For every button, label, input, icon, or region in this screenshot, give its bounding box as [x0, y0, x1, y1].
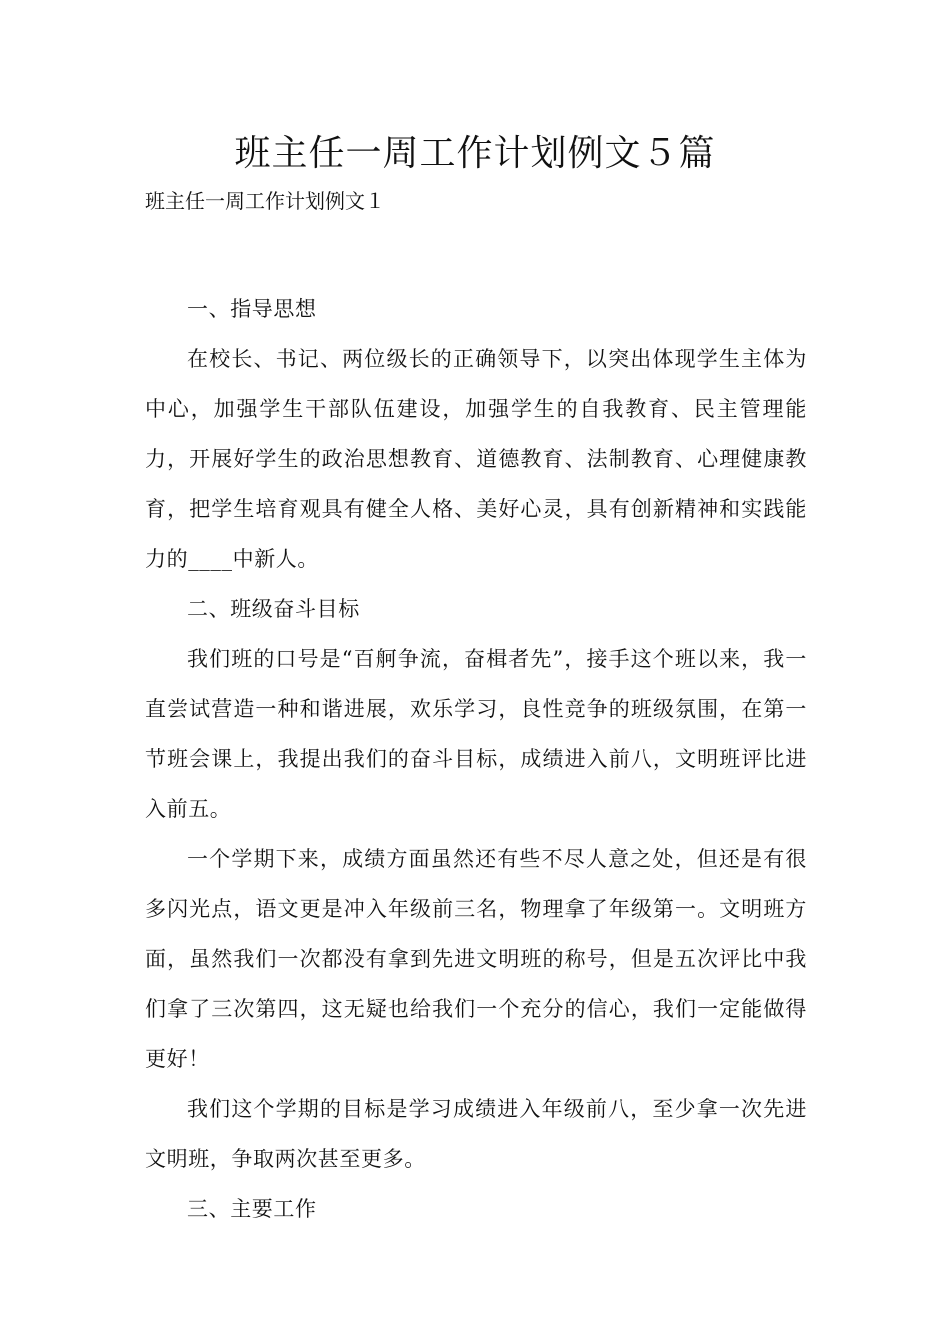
paragraph-semester-review: 一个学期下来，成绩方面虽然还有些不尽人意之处，但还是有很多闪光点，语文更是冲入年级前三名，物理拿了年级第一。文明班方面，虽然我们一次都没有拿到先进文明班的称号，但是五次评比中我们拿了三次第四，这无疑也给我们一个充分的信心，我们一定能做得更好！ [145, 847, 807, 1071]
section-heading-guiding-thought: 一、指导思想 [187, 297, 317, 321]
paragraph-class-slogan: 我们班的口号是“百舸争流，奋楫者先”，接手这个班以来，我一直尝试营造一种和谐进展，欢乐学习，良性竞争的班级氛围，在第一节班会课上，我提出我们的奋斗目标，成绩进入前八，文明班评比进入前五。 [145, 647, 807, 821]
document-title: 班主任一周工作计划例文５篇 [234, 133, 716, 174]
section-heading-main-work: 三、主要工作 [187, 1197, 317, 1221]
document-subtitle: 班主任一周工作计划例文１ [145, 189, 385, 213]
document-body [145, 284, 807, 1234]
paragraph-semester-goal: 我们这个学期的目标是学习成绩进入年级前八，至少拿一次先进文明班，争取两次甚至更多。 [145, 1097, 807, 1171]
section-heading-class-goals: 二、班级奋斗目标 [187, 597, 360, 621]
paragraph-guiding-thought: 在校长、书记、两位级长的正确领导下，以突出体现学生主体为中心，加强学生干部队伍建设，加强学生的自我教育、民主管理能力，开展好学生的政治思想教育、道德教育、法制教育、心理健康教育，把学生培育观具有健全人格、美好心灵，具有创新精神和实践能力的____中新人。 [145, 347, 807, 571]
